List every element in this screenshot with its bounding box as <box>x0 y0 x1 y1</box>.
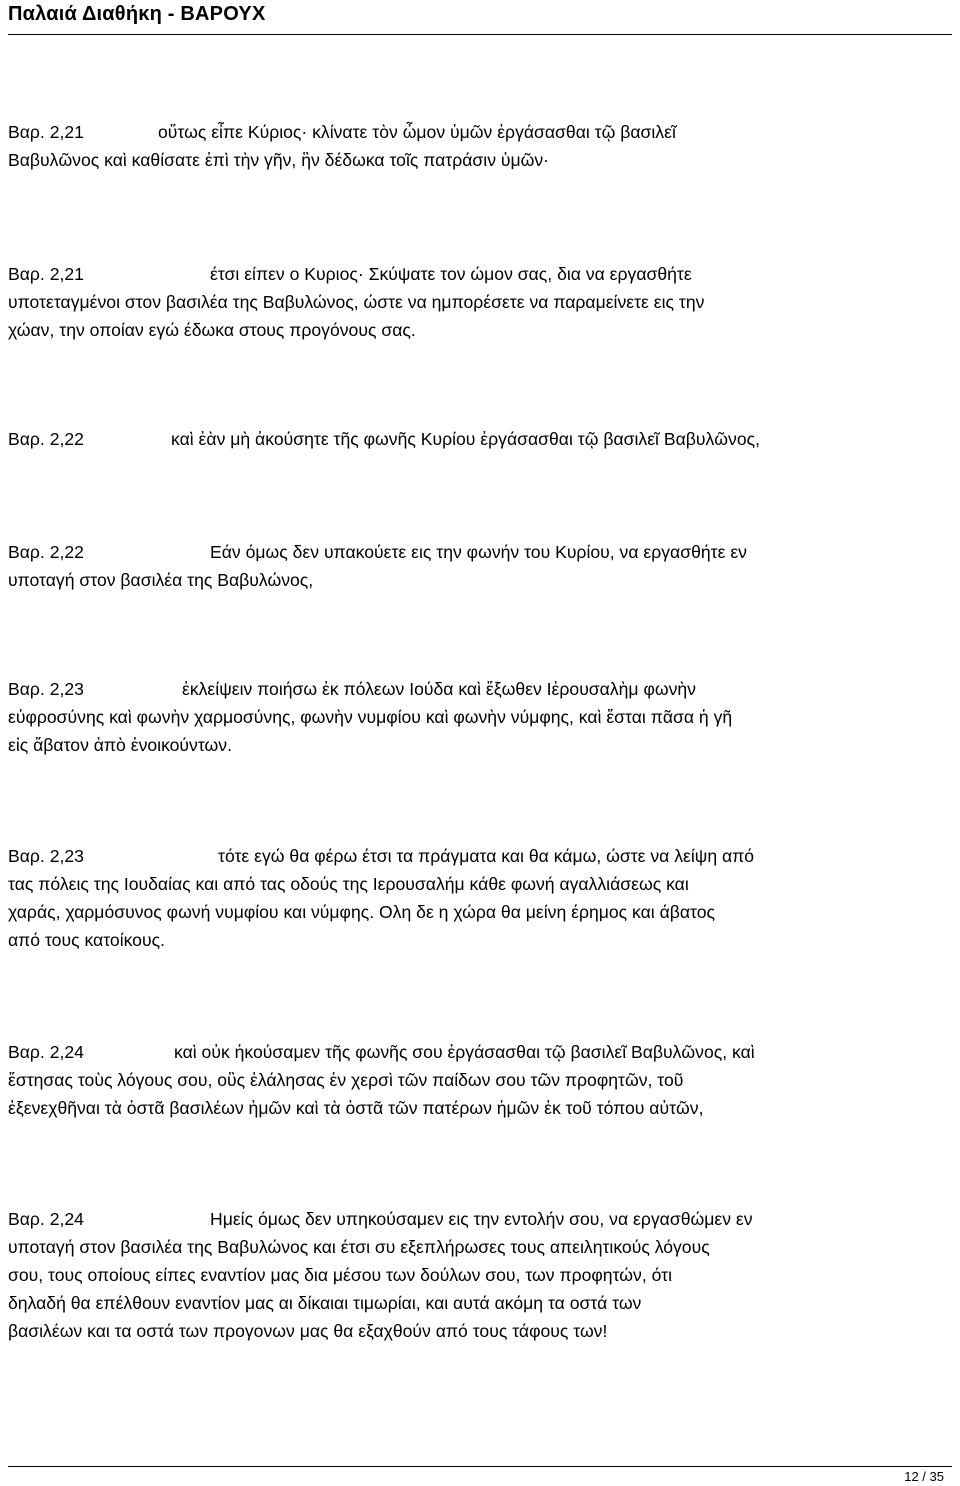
verse-text-line: δηλαδή θα επέλθουν εναντίον μας αι δίκαιαι τιμωρίαι, και αυτά ακόμη τα οστά των <box>8 1293 642 1313</box>
verse-block <box>8 1205 952 1345</box>
verse-text-line: ἐκλείψειν ποιήσω ἐκ πόλεων Ιούδα καὶ ἔξωθεν Ιἐρουσαλὴμ φωνὴν <box>182 679 696 699</box>
verse-block <box>8 260 952 344</box>
document-title: Παλαιά Διαθήκη - ΒΑΡΟΥΧ <box>8 3 266 25</box>
verse-reference: Βαρ. 2,21 <box>8 122 84 142</box>
verse-block <box>8 538 952 594</box>
verse-reference: Βαρ. 2,22 <box>8 542 84 562</box>
page-number: 12 / 35 <box>904 1469 944 1484</box>
verse-text-line: Εάν όμως δεν υπακούετε εις την φωνήν του Κυρίου, να εργασθήτε εν <box>210 542 747 562</box>
verse-reference: Βαρ. 2,24 <box>8 1209 84 1229</box>
verse-text-line: τότε εγώ θα φέρω έτσι τα πράγματα και θα κάμω, ώστε να λείψη από <box>218 846 755 866</box>
verse-block <box>8 675 952 759</box>
verse-text-line: ἔστησας τοὺς λόγους σου, οὓς ἐλάλησας ἐν χερσὶ τῶν παίδων σου τῶν προφητῶν, τοῦ <box>8 1070 684 1090</box>
verse-text-line: καὶ οὐκ ἠκούσαμεν τῆς φωνῆς σου ἐργάσασθαι τῷ βασιλεῖ Βαβυλῶνος, καὶ <box>174 1042 755 1062</box>
verse-text-line: εἰς ἄβατον ἀπὸ ἐνοικούντων. <box>8 735 232 755</box>
verse-text-line: σου, τους οποίους είπες εναντίον μας δια μέσου των δούλων σου, των προφητών, ότι <box>8 1265 672 1285</box>
verse-reference: Βαρ. 2,24 <box>8 1042 84 1062</box>
verse-text-line: Ημείς όμως δεν υπηκούσαμεν εις την εντολήν σου, να εργασθώμεν εν <box>210 1209 753 1229</box>
verse-text-line: από τους κατοίκους. <box>8 930 165 950</box>
verse-text-line: υποταγή στον βασιλέα της Βαβυλώνος και έτσι συ εξεπλήρωσες τους απειλητικούς λόγους <box>8 1237 710 1257</box>
verse-text-line: καὶ ἐὰν μὴ ἀκούσητε τῆς φωνῆς Κυρίου ἐργάσασθαι τῷ βασιλεῖ Βαβυλῶνος, <box>171 429 760 449</box>
verse-text-line: ἐξενεχθῆναι τὰ ὀστᾶ βασιλέων ἡμῶν καὶ τὰ ὀστᾶ τῶν πατέρων ἡμῶν ἐκ τοῦ τόπου αὐτῶν, <box>8 1098 704 1118</box>
verse-text-line: εὐφροσύνης καὶ φωνὴν χαρμοσύνης, φωνὴν νυμφίου καὶ φωνὴν νύμφης, καὶ ἔσται πᾶσα ἡ γῆ <box>8 707 733 727</box>
verse-text-line: οὕτως εἶπε Κύριος· κλίνατε τὸν ὦμον ὑμῶν ἐργάσασθαι τῷ βασιλεῖ <box>158 122 676 142</box>
verse-block <box>8 118 952 174</box>
verse-reference: Βαρ. 2,23 <box>8 846 84 866</box>
verse-block <box>8 842 952 954</box>
verse-text-line: χώαν, την οποίαν εγώ έδωκα στους προγόνους σας. <box>8 320 416 340</box>
verse-text-line: χαράς, χαρμόσυνος φωνή νυμφίου και νύμφης. Ολη δε η χώρα θα μείνη έρημος και άβατος <box>8 902 716 922</box>
verse-text-line: υποτεταγμένοι στον βασιλέα της Βαβυλώνος, ώστε να ημπορέσετε να παραμείνετε εις την <box>8 292 705 312</box>
verse-text-line: βασιλέων και τα οστά των προγονων μας θα εξαχθούν από τους τάφους των! <box>8 1321 608 1341</box>
verse-text-line: έτσι είπεν ο Κυριος· Σκύψατε τον ώμον σας, δια να εργασθήτε <box>210 264 692 284</box>
verse-block <box>8 1038 952 1122</box>
document-header <box>8 0 952 35</box>
verse-block <box>8 425 952 453</box>
verse-text-line: Βαβυλῶνος καὶ καθίσατε ἐπὶ τὴν γῆν, ἣν δέδωκα τοῖς πατράσιν ὑμῶν· <box>8 150 550 170</box>
verse-reference: Βαρ. 2,22 <box>8 429 84 449</box>
verse-text-line: τας πόλεις της Ιουδαίας και από τας οδούς της Ιερουσαλήμ κάθε φωνή αγαλλιάσεως και <box>8 874 689 894</box>
verse-text-line: υποταγή στον βασιλέα της Βαβυλώνος, <box>8 570 314 590</box>
verse-reference: Βαρ. 2,23 <box>8 679 84 699</box>
document-footer <box>8 1466 952 1486</box>
verse-reference: Βαρ. 2,21 <box>8 264 84 284</box>
